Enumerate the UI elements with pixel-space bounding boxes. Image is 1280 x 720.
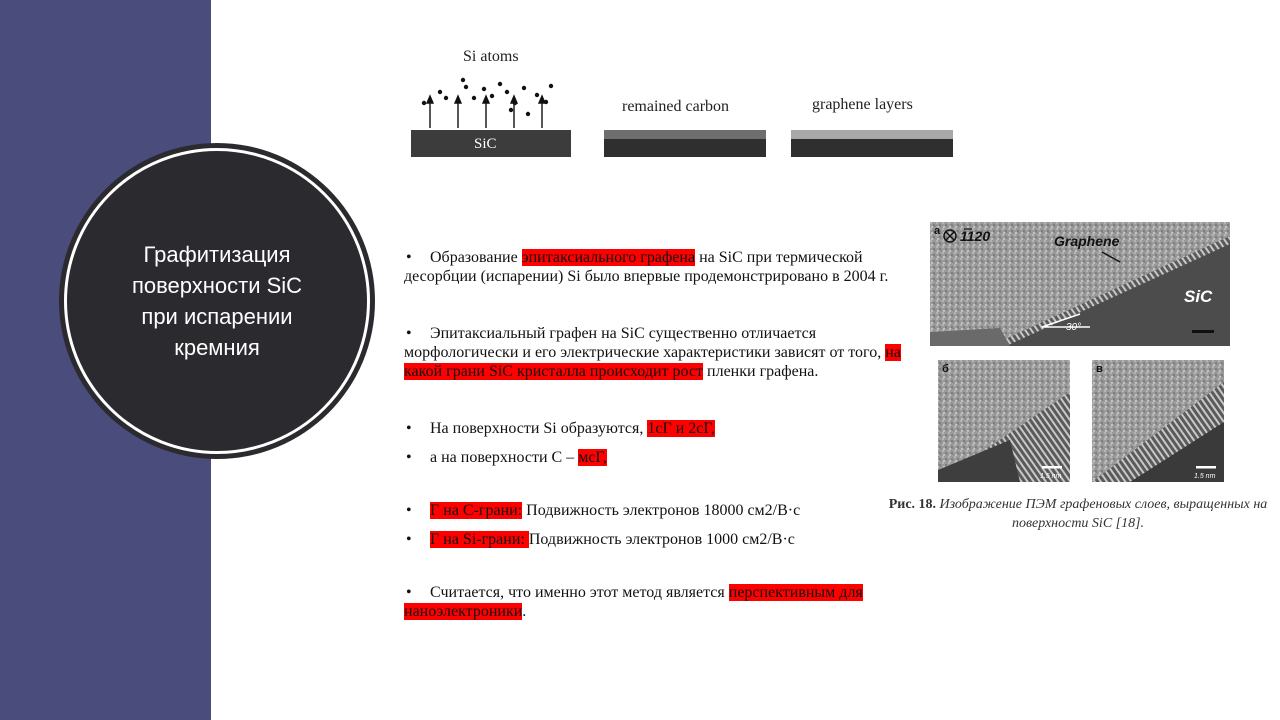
graphene-layers-label: graphene layers [812,96,913,113]
highlight: Г на Si-грани: [430,531,529,548]
si-atoms-label: Si atoms [463,48,519,65]
bullet-4: • а на поверхности С – мсГ, [406,449,607,466]
bullet-2: • Эпитаксиальный графен на SiC существенно отличается морфологически и его электрические характеристики зависят от того, на какой грани SiC кристалла происходит рост пленки графена. [404,325,901,380]
tem-angle-label: 30° [1066,322,1082,333]
bullet-7: • Считается, что именно этот метод является перспективным для наноэлектроники. [404,584,863,620]
tem-scale-b: 1.5 nm [1040,473,1062,480]
bullet-list [404,248,914,621]
bullet-3: • На поверхности Si образуются, 1сГ и 2сГ, [406,420,715,437]
highlight: на какой грани SiC кристалла происходит рост [404,344,901,380]
figure-caption-text: Изображение ПЭМ графеновых слоев, выращенных на поверхности SiC [18]. [939,497,1268,531]
bullet-1: • Образование эпитаксиального графена на SiC при термической десорбции (испарении) Si было впервые продемонстрировано в 2004 г. [404,249,889,285]
highlight: мсГ, [578,449,607,466]
sic-label: SiC [474,136,497,152]
sic-substrate-3 [791,139,953,157]
tem-panel-v [1092,360,1224,482]
bullet-5: • Г на С-грани: Подвижность электронов 18000 см2/В·с [406,502,801,519]
highlight: Г на С-грани: [430,502,523,519]
graphitization-diagram [400,40,970,170]
tem-panel-a-label: a [934,225,941,237]
sic-substrate-2 [604,139,766,157]
tem-scale-v: 1.5 nm [1194,473,1216,480]
tem-image [930,222,1232,484]
tem-graphene-label: Graphene [1054,233,1120,249]
tem-panel-v-label: в [1096,363,1103,375]
tem-panel-b [938,360,1070,482]
tem-orientation-label: 1120 [960,228,991,244]
tem-sic-label: SiC [1184,287,1213,306]
highlight: 1сГ и 2сГ, [647,420,715,437]
highlight: перспективным для наноэлектроники [404,584,863,620]
graphene-layer [791,130,953,139]
figure-caption [878,495,1278,533]
bullet-6: • Г на Si-грани: Подвижность электронов 1000 см2/В·с [406,531,795,548]
carbon-layer [604,130,766,139]
figure-number: Рис. 18. [888,497,937,512]
slide-title: Графитизация поверхности SiC при испарении кремния [131,242,303,360]
highlight: эпитаксиального графена [521,249,696,266]
title-circle [64,148,370,454]
si-atoms-dots [422,78,553,116]
tem-panel-b-label: б [942,363,949,375]
remained-carbon-label: remained carbon [622,98,730,115]
